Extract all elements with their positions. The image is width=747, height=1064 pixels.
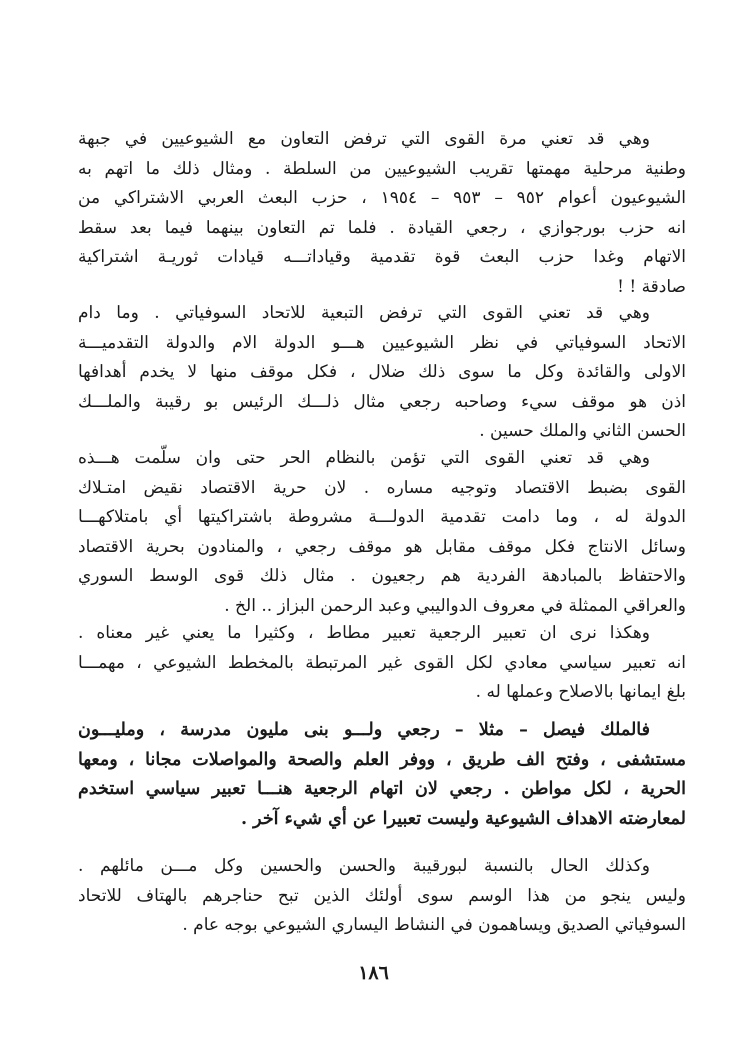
text-line: لمعارضته الاهداف الشيوعية وليست تعبيرا عن أي شيء آخر . [240, 808, 686, 829]
text-line: اذن هو موقف سيء وصاحبه رجعي مثال ذلـــك الرئيس بو رقيبة والملـــك [78, 391, 686, 412]
paragraph-6 [78, 852, 686, 941]
text-line: وهي قد تعني مرة القوى التي ترفض التعاون مع الشيوعيين في جبهة [78, 129, 650, 149]
text-line: الاتحاد السوفياتي في نظر الشيوعيين هـــو الدولة الام والدولة التقدميـــة [78, 332, 686, 353]
text-line: وهي قد تعني القوى التي ترفض التبعية للاتحاد السوفياتي . وما دام [78, 303, 650, 323]
text-line: وهي قد تعني القوى التي تؤمن بالنظام الحر حتى وان سلّمت هـــذه [78, 448, 650, 468]
text-line: الاتهام وغدا حزب البعث قوة تقدمية وقياداتـــه قيادات ثوريـة اشتراكية [78, 247, 686, 267]
text-line: وسائل الانتاج فكل موقف مقابل هو موقف رجعي ، والمنادون بحرية الاقتصاد [78, 536, 686, 557]
paragraph-3 [78, 444, 686, 621]
text-line: فالملك فيصل – مثلا – رجعي ولـــو بنى مليون مدرسة ، ومليـــون [78, 720, 650, 740]
text-line: والاحتفاظ بالمبادهة الفردية هم رجعيون . مثال ذلك قوى الوسط السوري [78, 566, 686, 586]
text-line: والعراقي الممثلة في معروف الدواليبي وعبد الرحمن البزاز .. الخ . [224, 595, 686, 616]
paragraph-1 [78, 125, 686, 302]
text-line: الدولة له ، وما دامت تقدمية الدولـــة مشروطة باشتراكيتها أي بامتلاكهـــا [78, 507, 686, 527]
paragraph-5 [78, 716, 686, 834]
text-line: بلغ ايمانها بالاصلاح وعملها له . [475, 682, 686, 702]
text-line: وطنية مرحلية مهمتها تقريب الشيوعيين من السلطة . ومثال ذلك ما اتهم به [78, 158, 686, 179]
text-line: الشيوعيون أعوام ٩٥٢ – ٩٥٣ – ١٩٥٤ ، حزب البعث العربي الاشتراكي من [78, 188, 687, 208]
text-line: القوى بضبط الاقتصاد وتوجيه مساره . لان حرية الاقتصاد نقيض امتـلاك [78, 477, 686, 498]
text-line: وليس ينجو من هذا الوسم سوى أولئك الذين تبح حناجرهم بالهتاف للاتحاد [78, 885, 686, 906]
text-line: انه حزب بورجوازي ، رجعي القيادة . فلما تم التعاون بينهما فيما بعد سقط [78, 217, 686, 238]
text-line: مستشفى ، وفتح الف طريق ، ووفر العلم والصحة والمواصلات مجانا ، ومعها [78, 749, 686, 770]
text-line: الحسن الثاني والملك حسين . [479, 421, 686, 441]
paragraph-4 [78, 619, 686, 708]
text-line: انه تعبير سياسي معادي لكل القوى غير المرتبطة بالمخطط الشيوعي ، مهمـــا [78, 652, 686, 673]
text-line: الاولى والقائدة وكل ما سوى ذلك ضلال ، فكل موقف منها لا يخدم أهدافها [78, 362, 686, 382]
page-number: ١٨٦ [358, 962, 389, 984]
text-line: السوفياتي الصديق ويساهمون في النشاط اليساري الشيوعي بوجه عام . [182, 915, 686, 935]
text-line: وهكذا نرى ان تعبير الرجعية تعبير مطاط ، وكثيرا ما يعني غير معناه . [78, 623, 650, 643]
paragraph-2 [78, 299, 686, 447]
text-line: الحرية ، لكل مواطن . رجعي لان اتهام الرجعية هنـــا تعبير سياسي استخدم [78, 779, 686, 799]
text-line: صادقة ! ! [617, 276, 686, 297]
text-line: وكذلك الحال بالنسبة لبورقيبة والحسن والحسين وكل مـــن مائلهم . [78, 856, 650, 876]
